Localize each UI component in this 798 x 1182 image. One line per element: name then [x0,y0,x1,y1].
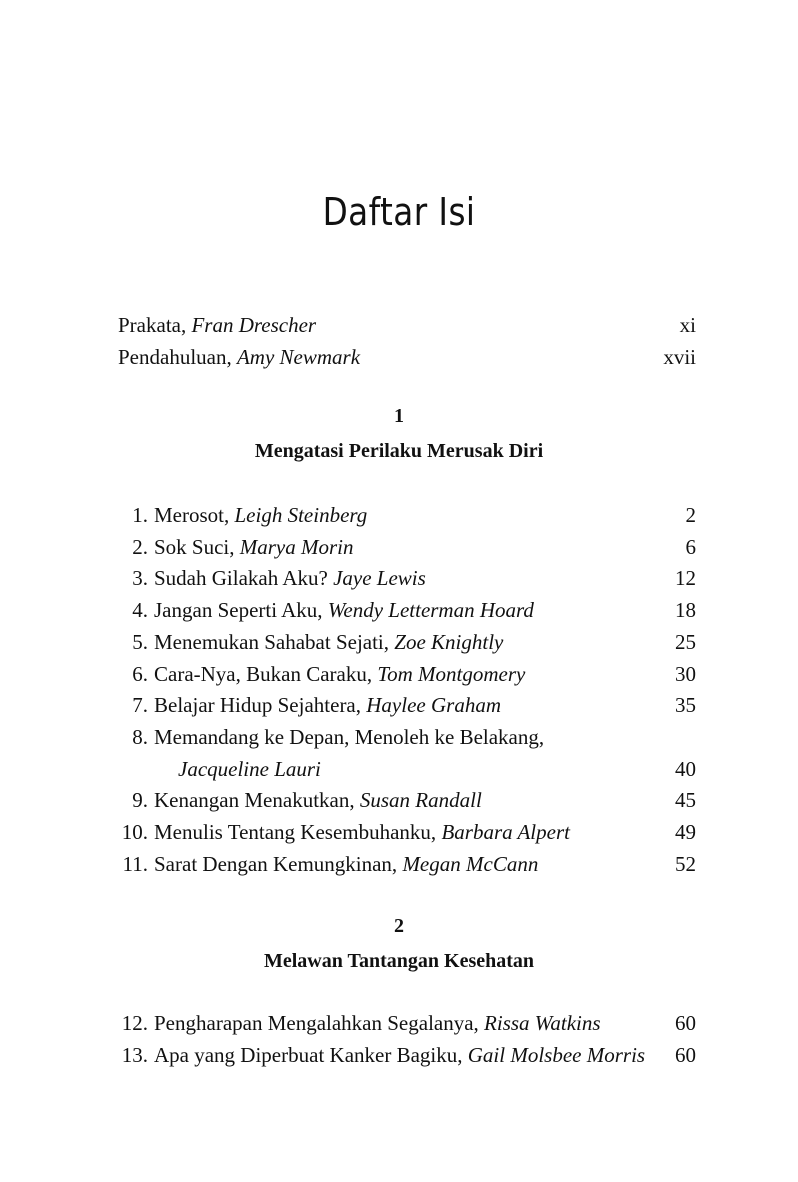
chapter-title: Menulis Tentang Kesembuhanku, [154,820,442,845]
toc-entry-introduction [118,342,696,374]
chapter-entry [118,1040,696,1072]
chapter-entry [118,595,696,627]
chapter-number: 13. [121,1042,148,1067]
page-title: Daftar Isi [322,190,476,234]
chapter-page-number: 40 [675,756,696,781]
chapter-number: 9. [132,788,148,813]
entry-label: Prakata, [118,313,192,337]
chapter-page-number: 60 [675,1011,696,1035]
chapter-author: Wendy Letterman Hoard [327,598,534,623]
chapter-title: Apa yang Diperbuat Kanker Bagiku, [154,1042,468,1067]
front-matter-list [118,310,696,373]
chapter-page-number: 30 [675,661,696,686]
chapter-title: Sarat Dengan Kemungkinan, [154,851,403,876]
chapter-author: Megan McCann [402,851,539,876]
chapter-author: Marya Morin [239,534,354,559]
chapter-title: Memandang ke Depan, Menoleh ke Belakang, [154,724,545,749]
chapter-page-number: 60 [675,1042,696,1067]
chapter-number: 5. [132,629,148,654]
chapter-page-number: 45 [675,788,696,813]
chapter-number: 3. [132,566,148,591]
chapter-author: Barbara Alpert [441,820,570,845]
chapter-entry [118,1008,696,1040]
chapter-entry [118,722,696,754]
chapter-number: 11. [122,851,148,876]
chapter-page-number: 6 [685,534,696,559]
part-2-chapter-list [118,1008,696,1071]
chapter-title: Sudah Gilakah Aku? [154,566,334,591]
part-2-number: 2 [394,915,404,937]
part-1-title: Mengatasi Perilaku Merusak Diri [254,440,544,462]
chapter-entry [118,785,696,817]
chapter-title: Kenangan Menakutkan, [154,788,360,813]
chapter-title: Merosot, [154,503,235,527]
chapter-page-number: 52 [675,851,696,876]
chapter-title: Menemukan Sahabat Sejati, [154,629,395,654]
chapter-number: 6. [132,661,148,686]
chapter-entry-continuation [118,754,696,786]
chapter-number: 7. [132,693,148,718]
chapter-page-number: 12 [675,566,696,591]
chapter-entry [118,563,696,595]
toc-entry-preface [118,310,696,342]
chapter-author: Gail Molsbee Morris [467,1042,646,1067]
entry-author: Amy Newmark [236,344,361,369]
chapter-page-number: 49 [675,820,696,845]
chapter-entry [118,500,696,532]
chapter-page-number: 25 [675,629,696,654]
chapter-title: Belajar Hidup Sejahtera, [154,693,367,718]
part-1-number: 1 [394,405,404,427]
chapter-author: Haylee Graham [366,693,501,718]
chapter-page-number: 18 [675,598,696,623]
chapter-entry [118,627,696,659]
chapter-entry [118,659,696,691]
chapter-entry [118,817,696,849]
chapter-number: 10. [121,820,148,845]
chapter-title: Sok Suci, [154,534,240,559]
entry-author: Fran Drescher [191,313,317,337]
entry-label: Pendahuluan, [118,344,237,369]
chapter-entry [118,532,696,564]
part-1-chapter-list [118,500,696,880]
chapter-author: Jacqueline Lauri [178,756,321,781]
chapter-author: Zoe Knightly [394,629,504,654]
chapter-author: Rissa Watkins [484,1011,601,1035]
entry-page-number: xvii [663,344,696,369]
chapter-entry [118,849,696,881]
chapter-author: Leigh Steinberg [234,503,368,527]
chapter-author: Susan Randall [359,788,482,813]
chapter-number: 12. [121,1011,148,1035]
chapter-page-number: 35 [675,693,696,718]
chapter-entry [118,690,696,722]
chapter-title: Pengharapan Mengalahkan Segalanya, [154,1011,485,1035]
part-2-title: Melawan Tantangan Kesehatan [263,950,535,972]
chapter-number: 4. [132,598,148,623]
chapter-number: 8. [132,724,148,749]
chapter-page-number: 2 [685,503,696,527]
chapter-author: Tom Montgomery [377,661,526,686]
entry-page-number: xi [679,313,696,337]
chapter-number: 1. [132,503,148,527]
chapter-title: Cara-Nya, Bukan Caraku, [154,661,378,686]
chapter-number: 2. [132,534,148,559]
chapter-title: Jangan Seperti Aku, [154,598,328,623]
chapter-author: Jaye Lewis [333,566,426,591]
